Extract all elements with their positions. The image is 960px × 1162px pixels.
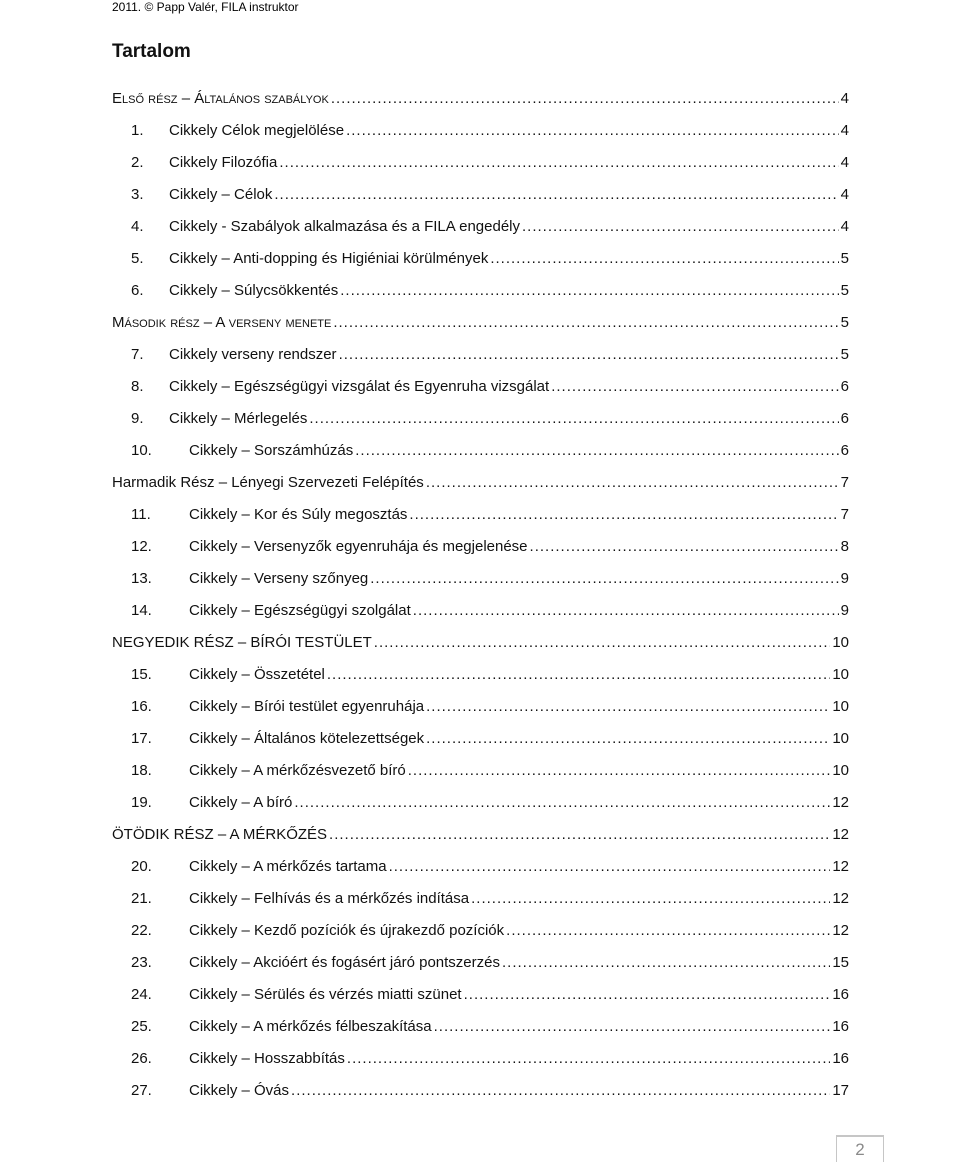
toc-dot-leader (374, 634, 831, 651)
toc-row (112, 658, 849, 690)
toc-row (112, 498, 849, 530)
toc-page-number: 10 (832, 697, 849, 715)
toc-row (112, 1042, 849, 1074)
toc-dot-leader (294, 794, 830, 811)
toc-entry-label: ÖTÖDIK RÉSZ – A MÉRKŐZÉS (112, 825, 328, 843)
toc-page-number: 16 (832, 985, 849, 1003)
toc-page-number: 6 (840, 441, 849, 459)
toc-article-link[interactable] (112, 434, 849, 466)
toc-article-link[interactable] (112, 242, 849, 274)
toc-entry-number: 3. (131, 185, 144, 203)
toc-dot-leader (333, 314, 838, 331)
toc-row (112, 210, 849, 242)
toc-article-link[interactable] (112, 882, 849, 914)
toc-entry-number: 19. (131, 793, 152, 811)
toc-entry-label: Cikkely – Általános kötelezettségek (189, 729, 425, 747)
toc-page-number: 10 (832, 761, 849, 779)
toc-dot-leader (347, 1050, 830, 1067)
toc-article-link[interactable] (112, 338, 849, 370)
toc-page-number: 9 (840, 569, 849, 587)
toc-entry-number: 20. (131, 857, 152, 875)
toc-dot-leader (490, 250, 838, 267)
toc-row (112, 754, 849, 786)
toc-article-link[interactable] (112, 114, 849, 146)
toc-row (112, 434, 849, 466)
toc-part-link[interactable] (112, 82, 849, 114)
toc-entry-number: 25. (131, 1017, 152, 1035)
toc-article-link[interactable] (112, 370, 849, 402)
toc-article-link[interactable] (112, 274, 849, 306)
page-number-box (836, 1135, 884, 1162)
toc-part-link[interactable] (112, 466, 849, 498)
toc-entry-number: 7. (131, 345, 144, 363)
toc-dot-leader (339, 346, 839, 363)
toc-page-number: 4 (840, 217, 849, 235)
toc-row (112, 338, 849, 370)
toc-row (112, 978, 849, 1010)
toc-entry-label: Cikkely – Anti-dopping és Higiéniai körülmények (169, 249, 489, 267)
toc-dot-leader (530, 538, 839, 555)
toc-dot-leader (409, 506, 838, 523)
toc-row (112, 1010, 849, 1042)
toc-dot-leader (522, 218, 839, 235)
toc-page-number: 4 (840, 153, 849, 171)
toc-article-link[interactable] (112, 1074, 849, 1106)
toc-part-link[interactable] (112, 626, 849, 658)
toc-row (112, 370, 849, 402)
toc-entry-number: 11. (131, 505, 151, 523)
toc-entry-number: 22. (131, 921, 152, 939)
toc-dot-leader (327, 666, 830, 683)
toc-row (112, 1074, 849, 1106)
toc-row (112, 306, 849, 338)
toc-entry-number: 27. (131, 1081, 152, 1099)
toc-entry-label: Cikkely – Súlycsökkentés (169, 281, 339, 299)
toc-page-number: 12 (832, 793, 849, 811)
toc-page-number: 5 (840, 313, 849, 331)
toc-page-number: 7 (840, 473, 849, 491)
toc-page-number: 4 (840, 185, 849, 203)
toc-entry-label: Cikkely – Egészségügyi szolgálat (189, 601, 411, 619)
toc-page-number: 5 (840, 345, 849, 363)
toc-page-number: 12 (832, 857, 849, 875)
toc-dot-leader (340, 282, 838, 299)
toc-page-number: 12 (832, 921, 849, 939)
toc-entry-label: Cikkely – Célok (169, 185, 273, 203)
toc-article-link[interactable] (112, 146, 849, 178)
toc-entry-number: 23. (131, 953, 152, 971)
table-of-contents (112, 82, 849, 1106)
toc-article-link[interactable] (112, 498, 849, 530)
toc-dot-leader (346, 122, 839, 139)
toc-entry-number: 2. (131, 153, 144, 171)
toc-page-number: 4 (840, 121, 849, 139)
toc-row (112, 146, 849, 178)
toc-row (112, 946, 849, 978)
toc-dot-leader (426, 730, 830, 747)
toc-dot-leader (426, 474, 839, 491)
toc-article-link[interactable] (112, 402, 849, 434)
toc-dot-leader (464, 986, 831, 1003)
toc-row (112, 274, 849, 306)
toc-article-link[interactable] (112, 530, 849, 562)
toc-page-number: 6 (840, 377, 849, 395)
toc-dot-leader (551, 378, 838, 395)
toc-row (112, 914, 849, 946)
toc-entry-label: Cikkely – Kor és Súly megosztás (189, 505, 408, 523)
toc-row (112, 626, 849, 658)
toc-page-number: 4 (840, 89, 849, 107)
toc-dot-leader (329, 826, 830, 843)
toc-page-number: 12 (832, 825, 849, 843)
toc-row (112, 466, 849, 498)
toc-entry-label: Cikkely – Akcióért és fogásért járó pontszerzés (189, 953, 500, 971)
toc-entry-label: Harmadik Rész – Lényegi Szervezeti Felépítés (112, 473, 424, 491)
toc-page-number: 8 (840, 537, 849, 555)
toc-entry-number: 18. (131, 761, 152, 779)
toc-dot-leader (355, 442, 838, 459)
toc-page-number: 10 (832, 729, 849, 747)
toc-entry-number: 6. (131, 281, 144, 299)
toc-page-number: 7 (840, 505, 849, 523)
toc-entry-label: NEGYEDIK RÉSZ – BÍRÓI TESTÜLET (112, 633, 372, 651)
toc-article-link[interactable] (112, 946, 849, 978)
toc-row (112, 786, 849, 818)
toc-article-link[interactable] (112, 914, 849, 946)
toc-row (112, 82, 849, 114)
toc-entry-number: 8. (131, 377, 144, 395)
toc-page-number: 16 (832, 1017, 849, 1035)
toc-row (112, 562, 849, 594)
toc-row (112, 178, 849, 210)
toc-article-link[interactable] (112, 786, 849, 818)
toc-dot-leader (279, 154, 838, 171)
toc-dot-leader (309, 410, 838, 427)
toc-article-link[interactable] (112, 1042, 849, 1074)
toc-dot-leader (389, 858, 831, 875)
toc-entry-label: Cikkely – Hosszabbítás (189, 1049, 345, 1067)
toc-dot-leader (506, 922, 830, 939)
toc-row (112, 882, 849, 914)
toc-row (112, 818, 849, 850)
toc-dot-leader (471, 890, 830, 907)
page-title: Tartalom (112, 41, 191, 62)
toc-entry-label: Cikkely – Óvás (189, 1081, 290, 1099)
toc-row (112, 402, 849, 434)
toc-entry-number: 26. (131, 1049, 152, 1067)
toc-part-link[interactable] (112, 306, 849, 338)
toc-entry-number: 12. (131, 537, 152, 555)
toc-page-number: 10 (832, 633, 849, 651)
toc-entry-number: 15. (131, 665, 152, 683)
toc-entry-number: 24. (131, 985, 152, 1003)
toc-row (112, 530, 849, 562)
toc-page-number: 17 (832, 1081, 849, 1099)
toc-entry-number: 10. (131, 441, 152, 459)
toc-entry-label: Cikkely – Versenyzők egyenruhája és megjelenése (189, 537, 528, 555)
toc-article-link[interactable] (112, 850, 849, 882)
toc-entry-number: 13. (131, 569, 152, 587)
toc-entry-number: 4. (131, 217, 144, 235)
toc-entry-number: 17. (131, 729, 152, 747)
toc-entry-label: Cikkely – Kezdő pozíciók és újrakezdő pozíciók (189, 921, 505, 939)
toc-article-link[interactable] (112, 754, 849, 786)
toc-page-number: 12 (832, 889, 849, 907)
toc-part-link[interactable] (112, 818, 849, 850)
toc-row (112, 594, 849, 626)
toc-article-link[interactable] (112, 562, 849, 594)
toc-entry-label: Cikkely – A mérkőzés tartama (189, 857, 387, 875)
toc-article-link[interactable] (112, 594, 849, 626)
toc-entry-label: Cikkely Filozófia (169, 153, 278, 171)
toc-entry-label: Cikkely Célok megjelölése (169, 121, 345, 139)
toc-article-link[interactable] (112, 210, 849, 242)
toc-dot-leader (408, 762, 831, 779)
toc-article-link[interactable] (112, 722, 849, 754)
toc-article-link[interactable] (112, 690, 849, 722)
toc-row (112, 722, 849, 754)
toc-entry-label: Cikkely – Sorszámhúzás (189, 441, 354, 459)
toc-page-number: 5 (840, 281, 849, 299)
toc-dot-leader (274, 186, 838, 203)
toc-entry-label: Cikkely – Felhívás és a mérkőzés indítása (189, 889, 470, 907)
toc-page-number: 15 (832, 953, 849, 971)
toc-page-number: 9 (840, 601, 849, 619)
toc-page-number: 16 (832, 1049, 849, 1067)
toc-entry-label: Cikkely - Szabályok alkalmazása és a FILA engedély (169, 217, 521, 235)
toc-page-number: 6 (840, 409, 849, 427)
toc-entry-number: 14. (131, 601, 152, 619)
toc-entry-number: 1. (131, 121, 144, 139)
toc-dot-leader (291, 1082, 830, 1099)
toc-article-link[interactable] (112, 1010, 849, 1042)
toc-entry-label: Cikkely – Összetétel (189, 665, 325, 683)
toc-dot-leader (434, 1018, 831, 1035)
toc-entry-label: Cikkely verseny rendszer (169, 345, 337, 363)
toc-entry-label: Cikkely – Verseny szőnyeg (189, 569, 369, 587)
toc-entry-label: Cikkely – A mérkőzés félbeszakítása (189, 1017, 432, 1035)
toc-row (112, 690, 849, 722)
toc-dot-leader (502, 954, 830, 971)
toc-dot-leader (331, 90, 839, 107)
toc-dot-leader (413, 602, 839, 619)
toc-row (112, 114, 849, 146)
toc-entry-label: Cikkely – Egészségügyi vizsgálat és Egyenruha vizsgálat (169, 377, 550, 395)
toc-entry-label: Cikkely – A bíró (189, 793, 293, 811)
toc-article-link[interactable] (112, 178, 849, 210)
toc-entry-label: Cikkely – A mérkőzésvezető bíró (189, 761, 406, 779)
toc-entry-label: Cikkely – Sérülés és vérzés miatti szünet (189, 985, 462, 1003)
toc-article-link[interactable] (112, 658, 849, 690)
toc-entry-number: 9. (131, 409, 144, 427)
toc-article-link[interactable] (112, 978, 849, 1010)
toc-page-number: 10 (832, 665, 849, 683)
toc-row (112, 242, 849, 274)
toc-entry-number: 5. (131, 249, 144, 267)
toc-page-number: 5 (840, 249, 849, 267)
toc-entry-label: Második rész – A verseny menete (112, 313, 332, 331)
toc-entry-label: Cikkely – Mérlegelés (169, 409, 308, 427)
toc-dot-leader (426, 698, 830, 715)
toc-dot-leader (370, 570, 838, 587)
page-number: 2 (855, 1139, 865, 1159)
toc-entry-label: Cikkely – Bírói testület egyenruhája (189, 697, 425, 715)
toc-row (112, 850, 849, 882)
page-header: 2011. © Papp Valér, FILA instruktor (112, 0, 299, 14)
toc-entry-label: Első rész – Általános szabályok (112, 89, 329, 107)
toc-entry-number: 21. (131, 889, 152, 907)
toc-entry-number: 16. (131, 697, 152, 715)
